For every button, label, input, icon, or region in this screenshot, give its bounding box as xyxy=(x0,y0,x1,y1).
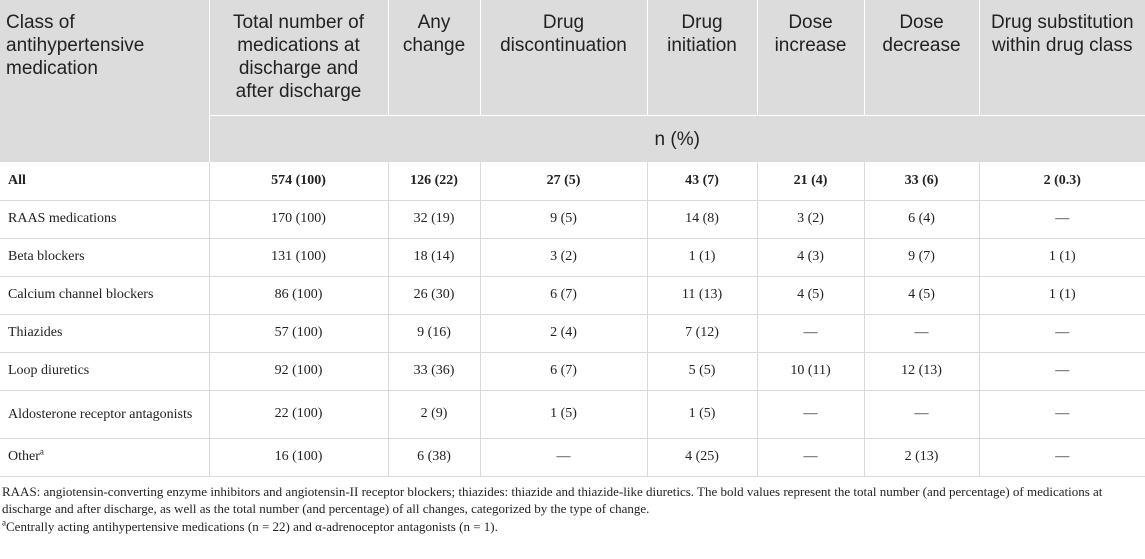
table-cell: — xyxy=(864,390,979,438)
row-label: Loop diuretics xyxy=(0,352,209,390)
table-row xyxy=(0,390,1145,438)
table-cell: — xyxy=(979,390,1145,438)
row-label-text: Other xyxy=(8,449,40,464)
table-cell: 6 (7) xyxy=(480,276,647,314)
table-cell: 574 (100) xyxy=(209,162,388,200)
column-header-substitution: Drug substitution within drug class xyxy=(979,0,1145,116)
footnote-a-marker: a xyxy=(2,517,6,528)
table-cell: 1 (1) xyxy=(647,238,757,276)
table-cell: — xyxy=(757,390,864,438)
row-label xyxy=(0,438,209,476)
table-cell: 22 (100) xyxy=(209,390,388,438)
table-cell: 1 (1) xyxy=(979,238,1145,276)
table-cell: — xyxy=(480,438,647,476)
row-label: Thiazides xyxy=(0,314,209,352)
table-cell: 14 (8) xyxy=(647,200,757,238)
footnote-marker: a xyxy=(39,446,44,457)
table-row xyxy=(0,238,1145,276)
table-cell: 170 (100) xyxy=(209,200,388,238)
table-cell: 1 (1) xyxy=(979,276,1145,314)
table-cell: 2 (13) xyxy=(864,438,979,476)
row-label: Beta blockers xyxy=(0,238,209,276)
table-cell: 43 (7) xyxy=(647,162,757,200)
table-cell: 4 (5) xyxy=(757,276,864,314)
table-cell: 126 (22) xyxy=(388,162,480,200)
column-header-initiation: Drug initiation xyxy=(647,0,757,116)
table-footnotes xyxy=(0,477,1145,535)
table-cell: 86 (100) xyxy=(209,276,388,314)
table-cell: 33 (6) xyxy=(864,162,979,200)
table-cell: 2 (9) xyxy=(388,390,480,438)
table-cell: — xyxy=(979,438,1145,476)
table-cell: 1 (5) xyxy=(480,390,647,438)
table-header-row xyxy=(0,0,1145,116)
table-cell: 12 (13) xyxy=(864,352,979,390)
table-cell: 21 (4) xyxy=(757,162,864,200)
table-cell: 2 (4) xyxy=(480,314,647,352)
table-cell: 6 (38) xyxy=(388,438,480,476)
table-cell: 4 (5) xyxy=(864,276,979,314)
row-label: RAAS medications xyxy=(0,200,209,238)
table-cell: 6 (4) xyxy=(864,200,979,238)
table-cell: 92 (100) xyxy=(209,352,388,390)
row-label: Aldosterone receptor antagonists xyxy=(0,390,209,438)
table-cell: 27 (5) xyxy=(480,162,647,200)
unit-label: n (%) xyxy=(209,116,1145,163)
table-row xyxy=(0,200,1145,238)
column-header-any-change: Any change xyxy=(388,0,480,116)
row-label: Calcium channel blockers xyxy=(0,276,209,314)
table-cell: — xyxy=(979,314,1145,352)
table-cell: 9 (7) xyxy=(864,238,979,276)
table-cell: 5 (5) xyxy=(647,352,757,390)
abbreviation-note: RAAS: angiotensin-converting enzyme inhibitors and angiotensin-II receptor blockers; thiazides: thiazide and thiazide-like diuretics. The bold values represent the total number (and percentage) of medications at discharge and after discharge, as well as the total number (and percentage) of all changes, categorized by the type of change. xyxy=(2,483,1103,516)
column-header-total: Total number of medications at discharge and after discharge xyxy=(209,0,388,116)
table-row xyxy=(0,162,1145,200)
table-cell: 4 (3) xyxy=(757,238,864,276)
footnote-a xyxy=(2,518,1141,535)
table-cell: 2 (0.3) xyxy=(979,162,1145,200)
column-header-dose-increase: Dose increase xyxy=(757,0,864,116)
table-row xyxy=(0,438,1145,476)
table-row xyxy=(0,352,1145,390)
table-cell: — xyxy=(757,314,864,352)
table-cell: 33 (36) xyxy=(388,352,480,390)
table-cell: — xyxy=(979,200,1145,238)
footnote-a-text: Centrally acting antihypertensive medications (n = 22) and α-adrenoceptor antagonists (n = 1). xyxy=(6,518,498,534)
column-header-dose-decrease: Dose decrease xyxy=(864,0,979,116)
table-cell: — xyxy=(864,314,979,352)
table-cell: 131 (100) xyxy=(209,238,388,276)
table-cell: 11 (13) xyxy=(647,276,757,314)
table-cell: 9 (16) xyxy=(388,314,480,352)
table-cell: 4 (25) xyxy=(647,438,757,476)
table-cell: 6 (7) xyxy=(480,352,647,390)
table-cell: — xyxy=(757,438,864,476)
table-cell: — xyxy=(979,352,1145,390)
table-row xyxy=(0,276,1145,314)
table-cell: 7 (12) xyxy=(647,314,757,352)
row-label: All xyxy=(0,162,209,200)
table-cell: 32 (19) xyxy=(388,200,480,238)
table-cell: 16 (100) xyxy=(209,438,388,476)
column-header-class: Class of antihypertensive medication xyxy=(0,0,209,162)
table-cell: 10 (11) xyxy=(757,352,864,390)
table-cell: 57 (100) xyxy=(209,314,388,352)
table-cell: 9 (5) xyxy=(480,200,647,238)
table-cell: 1 (5) xyxy=(647,390,757,438)
table-cell: 3 (2) xyxy=(757,200,864,238)
table-cell: 3 (2) xyxy=(480,238,647,276)
table-cell: 18 (14) xyxy=(388,238,480,276)
table-row xyxy=(0,314,1145,352)
table-cell: 26 (30) xyxy=(388,276,480,314)
column-header-discontinuation: Drug discontinuation xyxy=(480,0,647,116)
